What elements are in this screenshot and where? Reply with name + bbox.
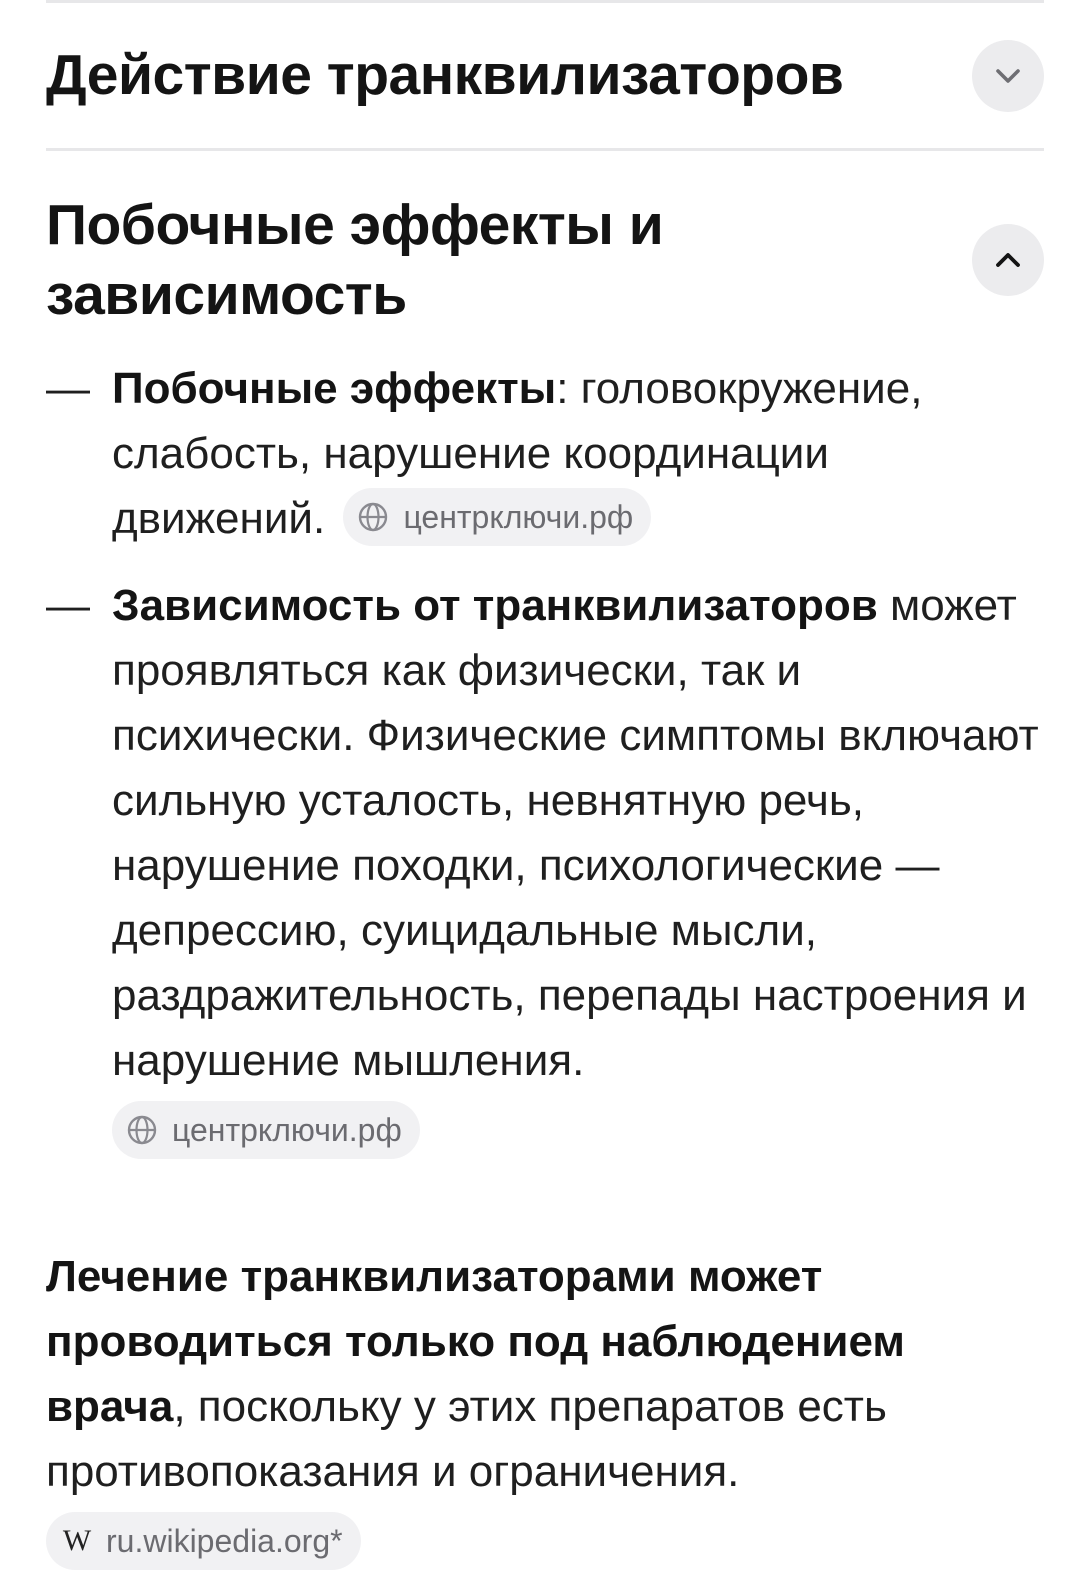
section-title-line: зависимость bbox=[46, 263, 407, 327]
dash-marker: — bbox=[46, 364, 90, 413]
list-item bbox=[46, 573, 1044, 1159]
expand-button[interactable] bbox=[972, 40, 1044, 112]
section-title: Действие транквилизаторов bbox=[46, 43, 844, 107]
collapse-button[interactable] bbox=[972, 224, 1044, 296]
section-title bbox=[46, 190, 1044, 330]
source-link[interactable] bbox=[112, 1101, 420, 1159]
chevron-down-icon bbox=[991, 59, 1025, 93]
conclusion-paragraph bbox=[46, 1244, 1044, 1570]
wikipedia-icon: W bbox=[62, 1524, 90, 1558]
list-item bbox=[46, 356, 1044, 551]
section-divider bbox=[46, 148, 1044, 151]
source-link[interactable] bbox=[46, 1512, 361, 1570]
globe-icon bbox=[124, 1112, 160, 1148]
chevron-up-icon bbox=[991, 243, 1025, 277]
section-title-line: Побочные эффекты и bbox=[46, 193, 664, 257]
section-header-side-effects[interactable] bbox=[46, 190, 1044, 330]
conclusion-bold: Лечение транквилизаторами может проводиться только под наблюдением врача bbox=[46, 1252, 905, 1431]
bullet-text: может проявляться как физически, так и психически. Физические симптомы включают сильную усталость, невнятную речь, нарушение походки, психологические — депрессию, суицидальные мысли, раздражительность, перепады настроения и нарушение мышления. bbox=[112, 581, 1039, 1085]
source-label: центрключи.рф bbox=[403, 499, 634, 536]
dash-marker: — bbox=[46, 581, 90, 630]
top-divider bbox=[46, 0, 1044, 3]
source-link[interactable] bbox=[343, 488, 651, 546]
bullet-text: : головокружение, слабость, нарушение координации движений. bbox=[112, 364, 923, 543]
source-label: ru.wikipedia.org* bbox=[106, 1523, 343, 1560]
source-label: центрключи.рф bbox=[172, 1112, 402, 1149]
globe-icon bbox=[355, 499, 391, 535]
bullet-bold-lead: Побочные эффекты bbox=[112, 364, 557, 413]
bullet-bold-lead: Зависимость от транквилизаторов bbox=[112, 581, 878, 630]
side-effects-list bbox=[46, 356, 1044, 1181]
conclusion-text: , поскольку у этих препаратов есть противопоказания и ограничения. bbox=[46, 1382, 887, 1496]
section-header-tranquilizer-action[interactable] bbox=[46, 40, 1044, 110]
